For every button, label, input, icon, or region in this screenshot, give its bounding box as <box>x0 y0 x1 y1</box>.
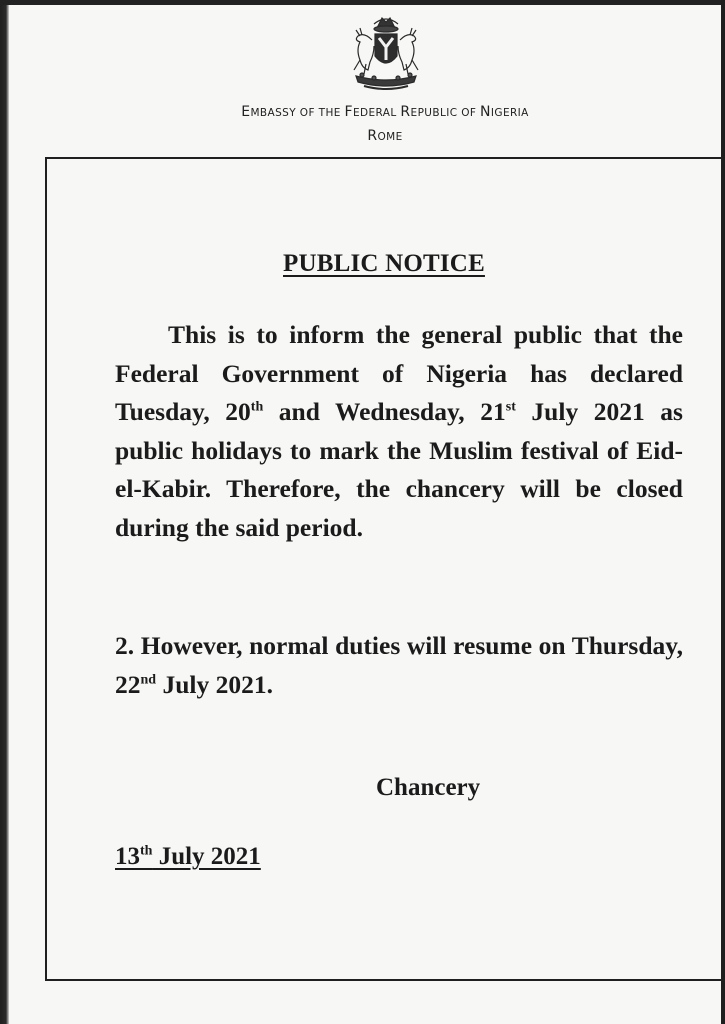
scan-shadow-left <box>0 0 9 1024</box>
coat-of-arms-icon <box>338 10 434 92</box>
notice-paragraph-1: This is to inform the general public that the Federal Government of Nigeria has declared Tuesday, 20th and Wednesday, 21st July 2021 as public holidays to mark the Muslim festival of Eid-el-Kabir. Therefore, the chancery will be closed during the said period. <box>115 320 683 542</box>
notice-title: PUBLIC NOTICE <box>283 250 485 277</box>
signature-chancery: Chancery <box>376 774 481 801</box>
notice-date: 13th July 2021 <box>115 843 261 870</box>
letterhead-embassy-name: EMBASSY OF THE FEDERAL REPUBLIC OF NIGERIA <box>241 104 529 120</box>
scan-shadow-top <box>0 0 725 5</box>
letterhead-city: ROME <box>367 128 403 144</box>
notice-paragraph-2: 2. However, normal duties will resume on Thursday, 22nd July 2021. <box>115 631 683 699</box>
